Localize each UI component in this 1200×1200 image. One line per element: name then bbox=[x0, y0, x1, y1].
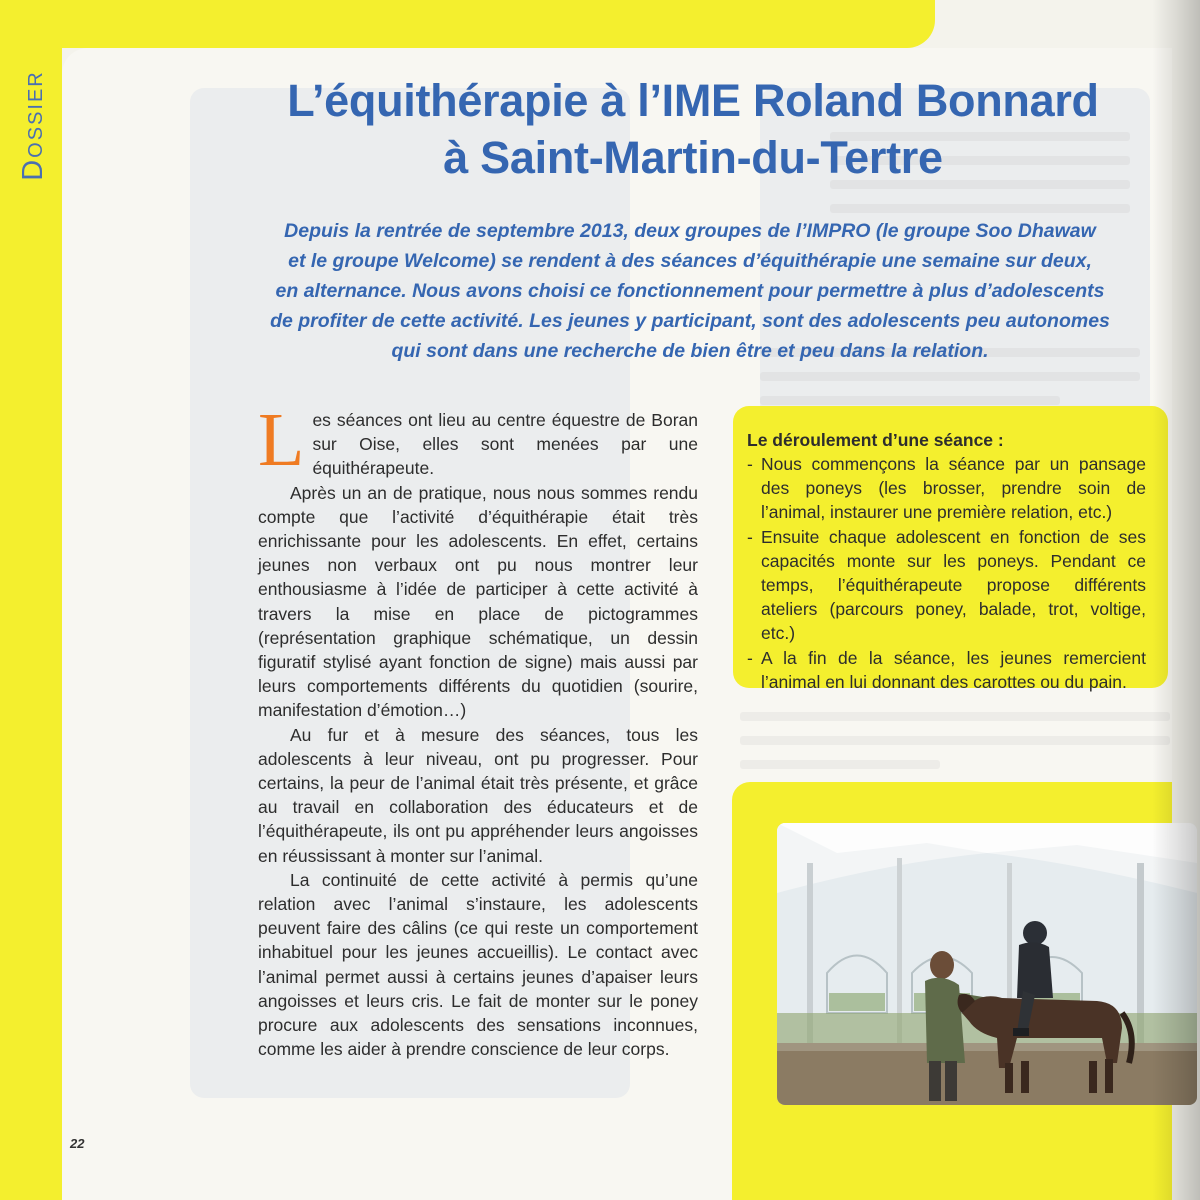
body-column bbox=[258, 398, 698, 1061]
equitherapy-photo bbox=[777, 823, 1197, 1105]
article-title-line-2: à Saint-Martin-du-Tertre bbox=[443, 132, 943, 183]
lead-line: de profiter de cette activité. Les jeunes y participant, sont des adolescents peu autonomes bbox=[270, 310, 1110, 332]
article-title bbox=[150, 72, 1200, 186]
lead-line: et le groupe Welcome) se rendent à des séances d’équithérapie une semaine sur deux, bbox=[288, 250, 1092, 272]
binding-shadow bbox=[1152, 0, 1200, 1200]
session-steps-list bbox=[747, 452, 1146, 694]
body-paragraph-2: Après un an de pratique, nous nous sommes rendu compte que l’activité d’équithérapie était très enrichissante pour les adolescents. En effet, certains jeunes non verbaux ont pu nous montrer leur enthousiasme à l’idée de participer à cette activité à travers la mise en place de pictogrammes (représentation graphique schématique, un dessin figuratif stylisé ayant fonction de signe) mais aussi par leurs comportements différents du quotidien (sourire, manifestation d’émotion…) bbox=[258, 482, 698, 721]
drop-cap: L bbox=[258, 398, 305, 482]
yellow-margin-top bbox=[0, 0, 935, 48]
lead-line: en alternance. Nous avons choisi ce fonctionnement pour permettre à plus d’adolescents bbox=[275, 280, 1105, 302]
article-title-line-1: L’équithérapie à l’IME Roland Bonnard bbox=[287, 75, 1099, 126]
session-step: - Ensuite chaque adolescent en fonction de ses capacités monte sur les poneys. Pendant ce temps, l’équithérapeute propose différents ateliers (parcours poney, balade, trot, voltige, etc.) bbox=[747, 525, 1146, 646]
session-steps-title: Le déroulement d’une séance : bbox=[747, 430, 1004, 450]
session-step: - A la fin de la séance, les jeunes remercient l’animal en lui donnant des carottes ou du pain. bbox=[747, 646, 1146, 694]
page-number: 22 bbox=[70, 1136, 85, 1151]
body-paragraph-3: Au fur et à mesure des séances, tous les adolescents à leur niveau, ont pu progresser. Pour certains, la peur de l’animal était très présente, et grâce au travail en collaboration des éducateurs et de l’équithérapeute, ils ont pu appréhender leurs angoisses en réussissant à monter sur l’animal. bbox=[258, 724, 698, 866]
session-step: - Nous commençons la séance par un pansage des poneys (les brosser, prendre soin de l’animal, instaurer une première relation, etc.) bbox=[747, 452, 1146, 525]
body-paragraph-1 bbox=[258, 398, 698, 482]
session-steps-box bbox=[733, 406, 1168, 692]
section-tab-label: Dossier bbox=[16, 69, 49, 181]
body-paragraph-1-text: es séances ont lieu au centre équestre de Boran sur Oise, elles sont menées par une équithérapeute. bbox=[312, 410, 698, 479]
lead-line: qui sont dans une recherche de bien être et peu dans la relation. bbox=[391, 340, 989, 362]
section-tab bbox=[10, 50, 56, 200]
lead-paragraph bbox=[250, 216, 1130, 366]
lead-line: Depuis la rentrée de septembre 2013, deux groupes de l’IMPRO (le groupe Soo Dhawaw bbox=[284, 220, 1096, 242]
body-paragraph-4: La continuité de cette activité à permis qu’une relation avec l’animal s’instaure, les adolescents peuvent faire des câlins (ce qui reste un comportement inhabituel pour les jeunes accueillis). Le contact avec l’animal permet aussi à certains jeunes d’apaiser leurs angoisses et leurs cris. Le fait de monter sur le poney procure aux adolescents des sensations inconnues, comme les aider à prendre conscience de leur corps. bbox=[258, 869, 698, 1060]
